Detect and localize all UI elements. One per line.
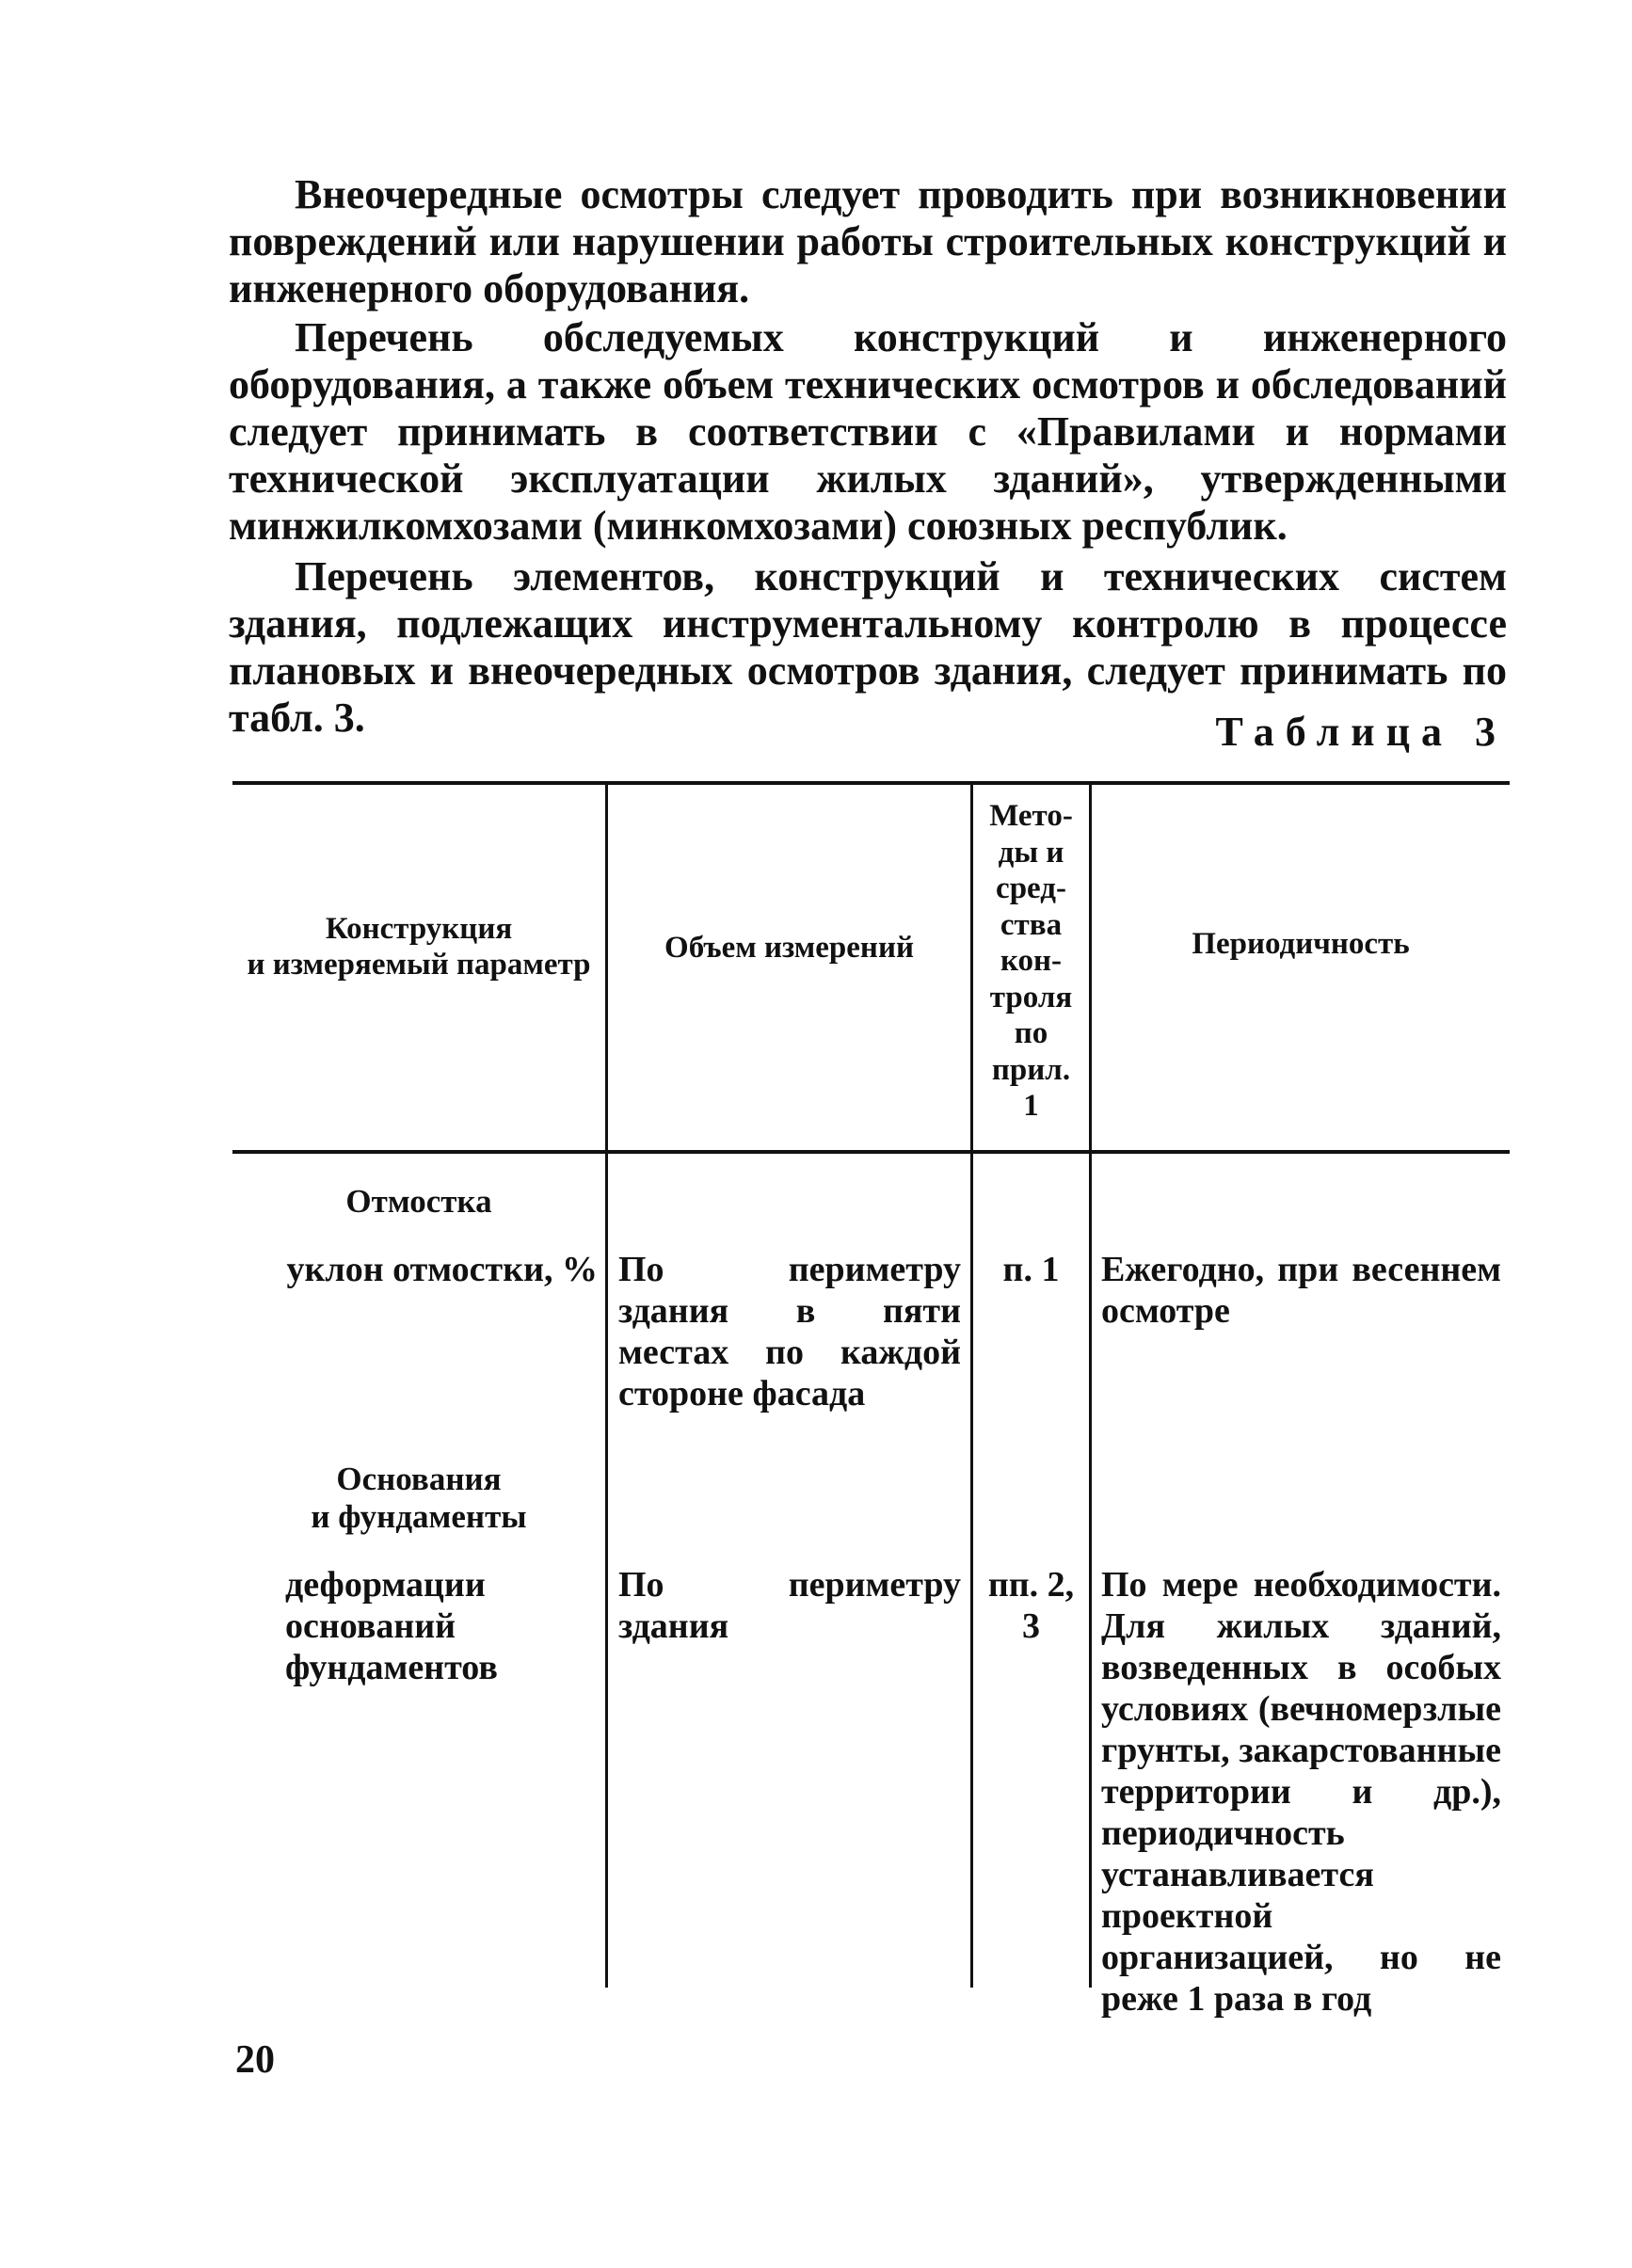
cell-periodicity-foundations: По мере необходимости. Для жилых зданий, возведенных в особых условиях (вечномерзлые грунты, закарстованные территории и др.), периодичность устанавливается проектной организацией, но не реже 1 раза в год	[1101, 1565, 1501, 2019]
column-divider-3	[1089, 783, 1092, 1988]
paragraph-unscheduled-inspections: Внеочередные осмотры следует проводить при возникновении повреждений или нарушении работы строительных конструкций и инженерного оборудования.	[229, 171, 1507, 311]
cell-volume-foundations: По периметру здания	[618, 1565, 961, 1646]
cell-method-otmostka: п. 1	[1002, 1250, 1060, 1289]
paragraph-inspection-scope: Перечень обследуемых конструкций и инженерного оборудования, а также объем технических осмотров и обследований следует принимать в соответствии с «Правилами и нормами технической эксплуатации жилых зданий», утвержденными минжилкомхозами (минкомхозами) союзных республик.	[229, 314, 1507, 549]
cell-periodicity-otmostka: Ежегодно, при весеннем осмотре	[1101, 1250, 1501, 1331]
cell-method-foundations: пп. 2, 3	[987, 1565, 1075, 1646]
table-header-rule	[232, 1150, 1510, 1154]
header-methods: Мето- ды и сред- ства кон- троля по прил. 1	[989, 799, 1073, 1123]
table-top-rule	[232, 781, 1510, 785]
cell-param-foundations: деформации оснований фундаментов	[285, 1565, 498, 1687]
header-periodicity: Периодичность	[1192, 927, 1410, 961]
table-caption: Таблица 3	[1215, 709, 1507, 755]
header-construction: Конструкция и измеряемый параметр	[247, 912, 591, 982]
section-title-otmostka: Отмостка	[345, 1183, 492, 1220]
section-title-foundations: Основания и фундаменты	[311, 1461, 527, 1535]
page-number: 20	[235, 2038, 275, 2082]
cell-volume-otmostka: По периметру здания в пяти местах по каждой стороне фасада	[618, 1250, 961, 1414]
header-volume: Объем измерений	[664, 931, 914, 965]
paragraph-instrumental-control: Перечень элементов, конструкций и технических систем здания, подлежащих инструментальному контролю в процессе плановых и внеочередных осмотров здания, следует принимать по табл. 3.	[229, 553, 1507, 741]
cell-param-otmostka: уклон отмостки, %	[286, 1250, 598, 1289]
